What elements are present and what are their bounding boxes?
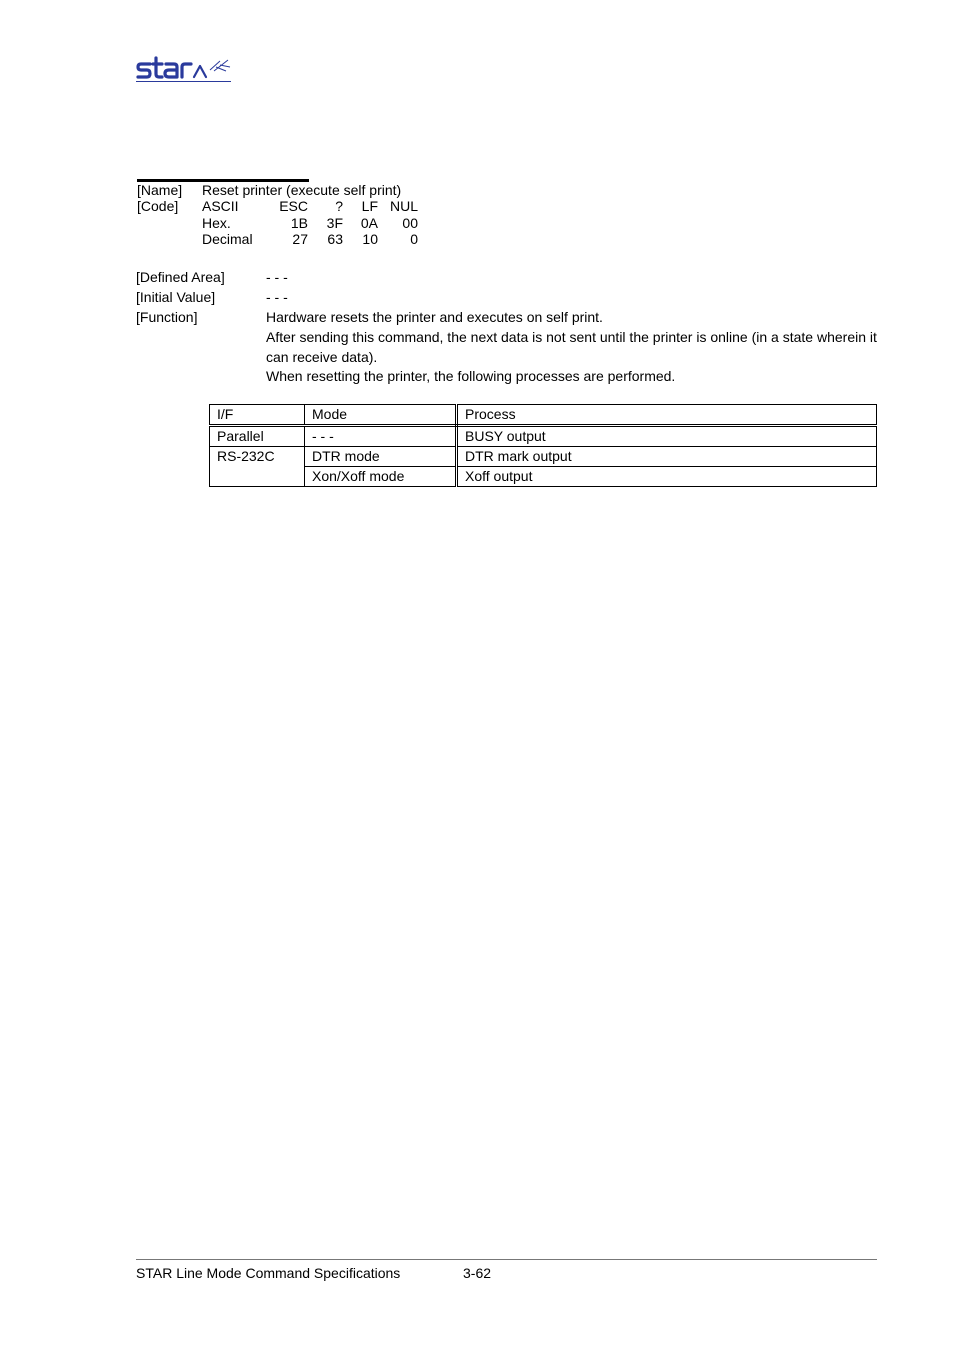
logo-underline [136, 81, 231, 82]
code-cell: 0 [410, 231, 418, 247]
initial-value-value: - - - [266, 289, 288, 305]
code-cell: 00 [402, 215, 418, 231]
code-label: [Code] [137, 198, 179, 214]
code-cell: 1B [290, 215, 308, 231]
table-cell-if: RS-232C [210, 447, 305, 487]
code-row-label: Decimal [202, 231, 253, 247]
table-header-cell: Process [457, 405, 877, 426]
function-text: After sending this command, the next data is not sent until the printer is online (in a state wherein it [266, 329, 877, 345]
table-header-cell: I/F [210, 405, 305, 426]
function-text: Hardware resets the printer and executes on self print. [266, 309, 603, 325]
footer-rule [136, 1259, 877, 1260]
table-cell-process: DTR mark output [457, 447, 877, 467]
code-cell: LF [361, 198, 378, 214]
code-row-label: ASCII [202, 198, 239, 214]
table-cell-mode: - - - [305, 426, 457, 447]
name-value: Reset printer (execute self print) [202, 182, 402, 198]
table-row [210, 426, 877, 447]
code-cell: 0A [360, 215, 378, 231]
function-label: [Function] [136, 309, 198, 325]
table-cell-process: BUSY output [457, 426, 877, 447]
defined-area-value: - - - [266, 269, 288, 285]
function-text: When resetting the printer, the following processes are performed. [266, 368, 676, 384]
table-row [210, 467, 877, 487]
table-cell-mode: DTR mode [305, 447, 457, 467]
code-cell: 27 [292, 231, 308, 247]
initial-value-label: [Initial Value] [136, 289, 216, 305]
code-row-label: Hex. [202, 215, 231, 231]
code-cell: 10 [362, 231, 378, 247]
star-logo [136, 55, 232, 83]
code-cell: NUL [389, 198, 418, 214]
table-row [210, 447, 877, 467]
code-cell: ESC [279, 198, 308, 214]
defined-area-label: [Defined Area] [136, 269, 225, 285]
table-header-row [210, 405, 877, 426]
function-text: can receive data). [266, 349, 378, 365]
reset-process-table [209, 404, 877, 487]
footer-title: STAR Line Mode Command Specifications [136, 1265, 401, 1281]
table-cell-mode: Xon/Xoff mode [305, 467, 457, 487]
table-cell-process: Xoff output [457, 467, 877, 487]
table-cell-if: Parallel [210, 426, 305, 447]
code-cell: ? [335, 198, 343, 214]
code-cell: 3F [326, 215, 343, 231]
name-label: [Name] [137, 182, 183, 198]
page-number: 3-62 [463, 1265, 492, 1281]
code-cell: 63 [327, 231, 343, 247]
table-header-cell: Mode [305, 405, 457, 426]
